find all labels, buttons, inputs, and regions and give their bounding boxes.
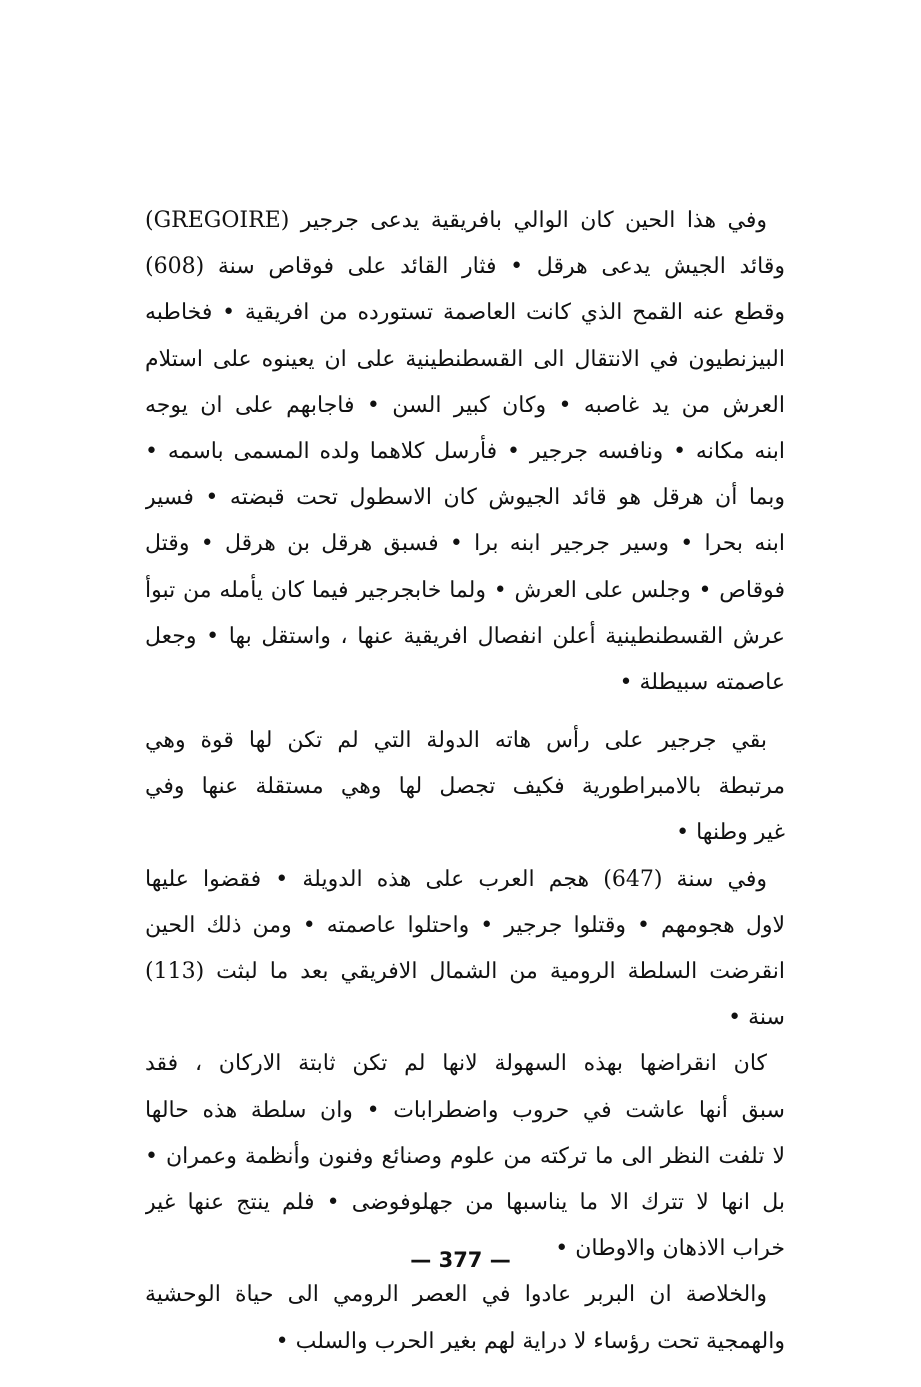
text-line: وفي هذا الحين كان الوالي بافريقية يدعى جرجير (GREGOIRE) <box>145 208 767 233</box>
paragraph-4 <box>145 1041 785 1272</box>
text-line: وقائد الجيش يدعى هرقل • فثار القائد على فوقاص سنة (608) <box>145 254 785 280</box>
text-line: العرش من يد غاصبه • وكان كبير السن • فاجابهم على ان يوجه <box>145 392 785 418</box>
text-line: سبق أنها عاشت في حروب واضطرابات • وان سلطة هذه حالها <box>145 1097 785 1123</box>
text-line: ابنه مكانه • ونافسه جرجير • فأرسل كلاهما ولده المسمى باسمه • <box>145 438 785 464</box>
text-line: ابنه بحرا • وسير جرجير ابنه برا • فسبق هرقل بن هرقل • وقتل <box>145 531 785 557</box>
text-line: وفي سنة (647) هجم العرب على هذه الدويلة • فقضوا عليها <box>145 866 768 892</box>
text-line: لاول هجومهم • وقتلوا جرجير • واحتلوا عاصمته • ومن ذلك الحين <box>145 912 785 938</box>
text-line: خراب الاذهان والاوطان • <box>555 1236 785 1262</box>
paragraph-1 <box>145 198 785 706</box>
text-line: غير وطنها • <box>676 820 785 846</box>
text-line: عرش القسطنطينية أعلن انفصال افريقية عنها ، واستقل بها • وجعل <box>145 623 785 649</box>
text-line: بقي جرجير على رأس هاته الدولة التي لم تكن لها قوة وهي <box>145 728 767 754</box>
text-line: وقطع عنه القمح الذي كانت العاصمة تستورده من افريقية • فخاطبه <box>145 300 785 326</box>
text-line: فوقاص • وجلس على العرش • ولما خابجرجير فيما كان يأمله من تبوأ <box>145 577 785 603</box>
paragraph-2 <box>145 718 785 857</box>
text-line: وبما أن هرقل هو قائد الجيوش كان الاسطول تحت قبضته • فسير <box>145 485 785 511</box>
paragraph-5 <box>145 1272 785 1364</box>
page-number: — 377 — <box>410 1248 511 1272</box>
text-line: البيزنطيون في الانتقال الى القسطنطينية على ان يعينوه على استلام <box>145 346 785 372</box>
text-line: مرتبطة بالامبراطورية فكيف تجصل لها وهي مستقلة عنها وفي <box>145 774 785 800</box>
text-line: سنة • <box>728 1005 785 1031</box>
paragraph-3 <box>145 857 785 1042</box>
text-line: كان انقراضها بهذه السهولة لانها لم تكن ثابتة الاركان ، فقد <box>145 1051 767 1077</box>
text-line: والهمجية تحت رؤساء لا دراية لهم بغير الحرب والسلب • <box>275 1328 785 1354</box>
text-line: عاصمته سبيطلة • <box>619 669 785 695</box>
text-line: لا تلفت النظر الى ما تركته من علوم وصنائع وفنون وأنظمة وعمران • <box>145 1143 785 1169</box>
text-line: والخلاصة ان البربر عادوا في العصر الرومي الى حياة الوحشية <box>145 1282 767 1308</box>
body-text <box>145 198 785 1365</box>
text-line: بل انها لا تترك الا ما يناسبها من جهلوفوضى • فلم ينتج عنها غير <box>145 1189 785 1215</box>
text-line: انقرضت السلطة الرومية من الشمال الافريقي بعد ما لبثت (113) <box>145 959 785 984</box>
